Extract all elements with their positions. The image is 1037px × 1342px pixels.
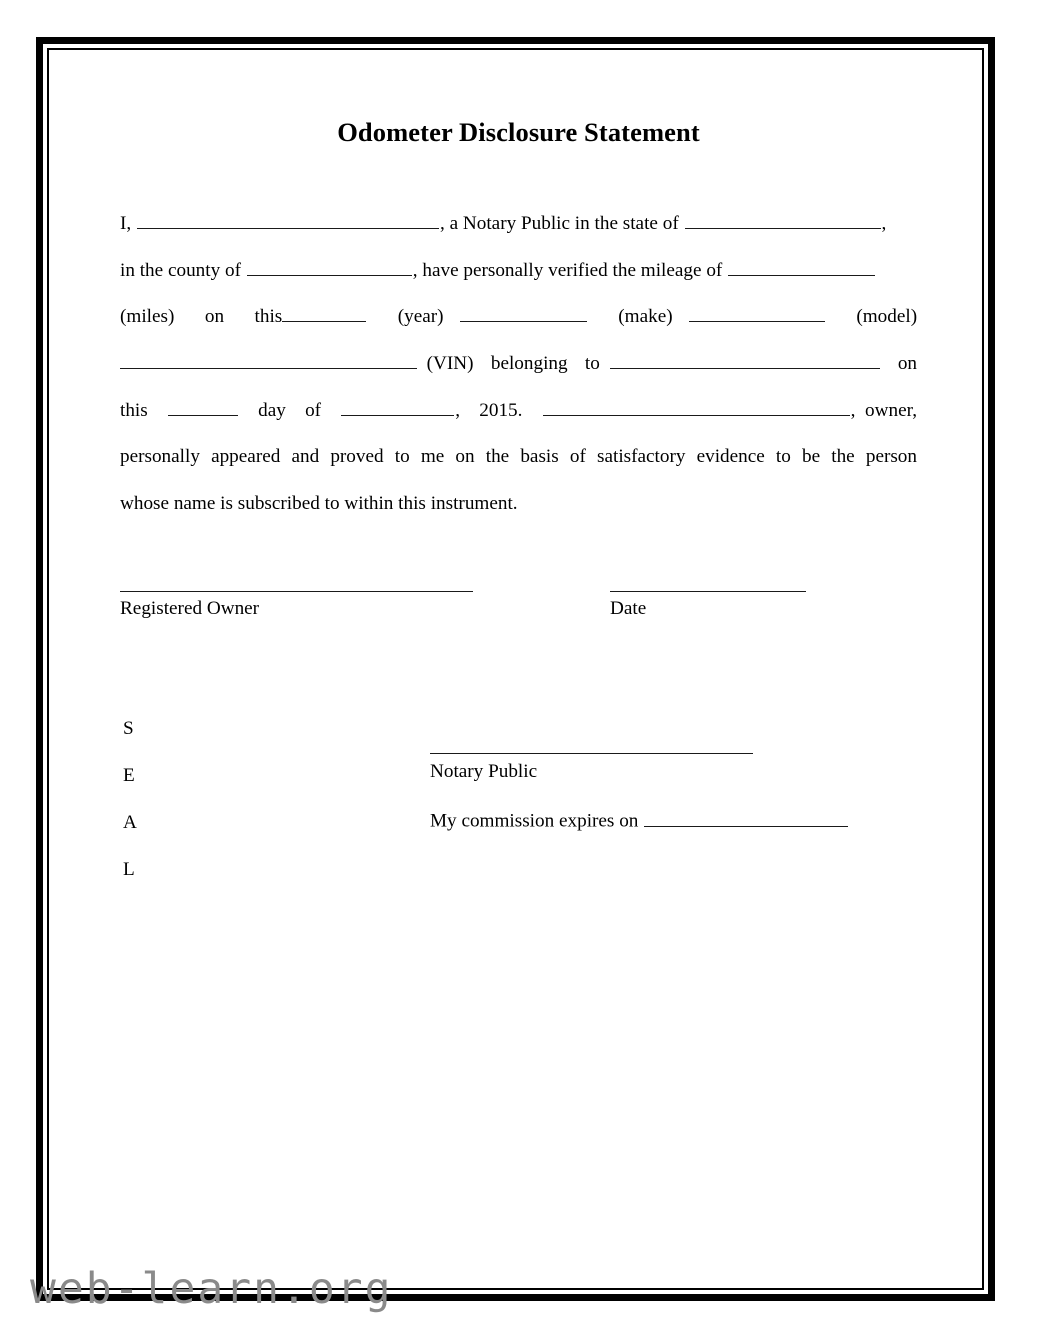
line3-text-on: on xyxy=(204,306,225,328)
body-line-5 xyxy=(120,388,917,435)
body-line-7: whose name is subscribed to within this instrument. xyxy=(120,492,518,514)
notary-public-label: Notary Public xyxy=(430,761,538,783)
signature-block xyxy=(120,591,917,643)
vehicle-make-blank[interactable] xyxy=(689,304,825,323)
watermark: web-learn.org xyxy=(30,1264,393,1314)
line3-text-year: (year) xyxy=(397,306,444,328)
line2-text-a: in the county of xyxy=(120,259,246,281)
body-line-4 xyxy=(120,341,917,388)
registered-owner-label: Registered Owner xyxy=(120,598,260,620)
notary-name-blank[interactable] xyxy=(137,210,439,229)
line1-text-c: , xyxy=(881,213,887,235)
state-blank[interactable] xyxy=(685,210,881,229)
commission-expiry-blank[interactable] xyxy=(644,808,848,827)
day-blank[interactable] xyxy=(168,397,238,416)
seal-letter-e: E xyxy=(123,765,135,787)
preprinted-year: 2015. xyxy=(479,399,523,421)
line3-text-this: this xyxy=(254,306,283,328)
body-line-1 xyxy=(120,201,917,248)
line3-text-miles: (miles) xyxy=(120,306,175,328)
line1-text-a: I, xyxy=(120,213,136,235)
odometer-date-blank[interactable] xyxy=(282,304,366,323)
statement-body xyxy=(120,201,917,527)
seal-letter-a: A xyxy=(123,812,137,834)
seal-letter-s: S xyxy=(123,718,134,740)
notary-column xyxy=(430,753,860,833)
owner-name-blank[interactable] xyxy=(610,350,880,369)
vehicle-year-blank[interactable] xyxy=(460,304,587,323)
line3-text-model: (model) xyxy=(856,306,917,328)
line4-text-belonging: belonging xyxy=(490,352,568,374)
line4-text-to: to xyxy=(584,352,600,374)
month-blank[interactable] xyxy=(341,397,454,416)
line1-text-b: , a Notary Public in the state of xyxy=(439,213,684,235)
date-label: Date xyxy=(610,598,647,620)
mileage-blank[interactable] xyxy=(728,257,875,276)
seal-letter-l: L xyxy=(123,859,135,881)
line5-text-day: day xyxy=(258,399,286,421)
vin-blank[interactable] xyxy=(120,350,417,369)
line4-text-on: on xyxy=(897,352,917,374)
page-title: Odometer Disclosure Statement xyxy=(337,117,700,147)
line4-text-vin: (VIN) xyxy=(426,352,474,374)
body-line-2 xyxy=(120,248,917,295)
body-line-6: personally appeared and proved to me on the basis of satisfactory evidence to be the person xyxy=(120,446,917,468)
commission-expiry-line xyxy=(430,808,860,833)
county-blank[interactable] xyxy=(247,257,412,276)
registered-owner-signature-slot xyxy=(120,591,473,619)
body-line-3 xyxy=(120,294,917,341)
seal-and-notary-block xyxy=(120,705,917,905)
line2-text-b: , have personally verified the mileage of xyxy=(412,259,728,281)
document-content xyxy=(120,118,917,905)
line5-text-owner: , owner, xyxy=(850,399,917,421)
date-signature-slot xyxy=(610,591,806,619)
seal-column xyxy=(123,705,137,893)
line5-text-comma: , xyxy=(455,399,461,421)
commission-expiry-label: My commission expires on xyxy=(430,811,644,833)
line3-text-make: (make) xyxy=(618,306,673,328)
line5-text-this: this xyxy=(120,399,148,421)
line5-text-of: of xyxy=(305,399,322,421)
owner-signature-name-blank[interactable] xyxy=(543,397,850,416)
